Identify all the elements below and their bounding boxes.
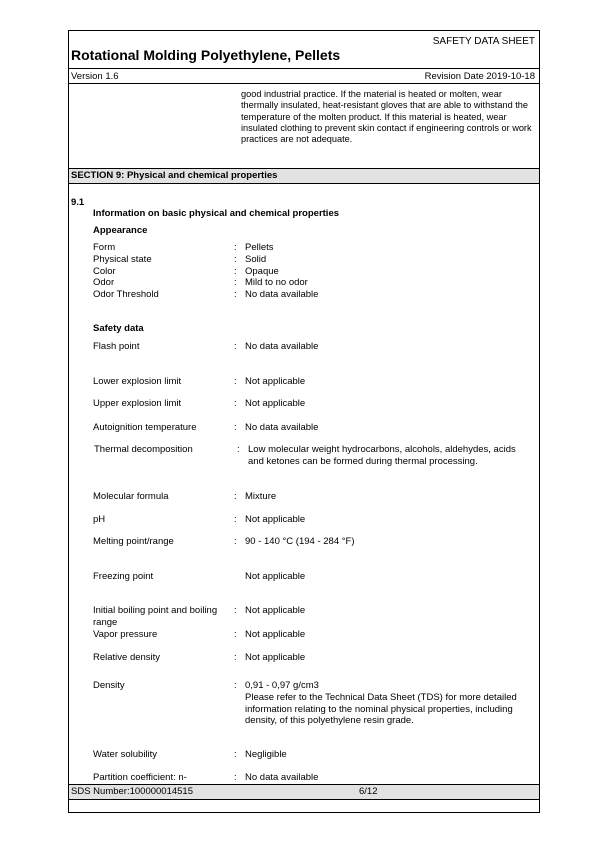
intro-paragraph: good industrial practice. If the material is heated or molten, wear thermally insulated, heat-resistant gloves that are able to withstand the temperature of the molten product. If this material is heated, wear insulated clothing to prevent skin contact if engineering controls or work practices are not adequate.	[241, 89, 532, 145]
property-value: 90 - 140 °C (194 - 284 °F)	[245, 536, 355, 547]
property-label: Odor	[93, 277, 115, 288]
revision-date: Revision Date 2019-10-18	[424, 71, 535, 82]
appearance-heading: Appearance	[93, 225, 148, 236]
property-colon: :	[234, 266, 237, 277]
subsection-title: Information on basic physical and chemical properties	[93, 208, 340, 219]
property-label: Upper explosion limit	[93, 398, 182, 409]
header-bottom-divider	[69, 83, 539, 84]
property-value: Mixture	[245, 491, 277, 502]
property-colon: :	[234, 398, 237, 409]
property-label: Relative density	[93, 652, 161, 663]
property-value: Not applicable	[245, 376, 306, 387]
property-value: Not applicable	[245, 652, 306, 663]
property-label: Flash point	[93, 341, 140, 352]
property-label: Autoignition temperature	[93, 422, 197, 433]
product-title: Rotational Molding Polyethylene, Pellets	[71, 47, 341, 63]
property-colon: :	[234, 514, 237, 525]
property-value: No data available	[245, 772, 319, 783]
property-colon: :	[234, 536, 237, 547]
property-value: Mild to no odor	[245, 277, 308, 288]
section-title: SECTION 9: Physical and chemical properties	[71, 170, 278, 181]
property-label: Density	[93, 680, 125, 691]
property-label: Freezing point	[93, 571, 154, 582]
property-label: Odor Threshold	[93, 289, 159, 300]
property-colon: :	[234, 491, 237, 502]
property-value: No data available	[245, 341, 319, 352]
property-colon: :	[234, 680, 237, 691]
safety-data-heading: Safety data	[93, 323, 144, 334]
property-value: 0,91 - 0,97 g/cm3	[245, 680, 319, 691]
property-value: No data available	[245, 422, 319, 433]
property-label: pH	[93, 514, 106, 525]
property-label: Molecular formula	[93, 491, 169, 502]
property-label: Partition coefficient: n-	[93, 772, 187, 783]
property-label: Thermal decomposition	[94, 444, 193, 455]
property-label: Melting point/range	[93, 536, 174, 547]
property-label: Color	[93, 266, 116, 277]
property-value: Not applicable	[245, 398, 306, 409]
property-colon: :	[234, 277, 237, 288]
density-note: Please refer to the Technical Data Sheet (TDS) for more detailed information relating to the nominal physical properties, including density, of this polyethylene resin grade.	[245, 692, 517, 726]
property-label: Water solubility	[93, 749, 158, 760]
property-value: Not applicable	[245, 605, 306, 616]
property-value: No data available	[245, 289, 319, 300]
property-colon: :	[234, 749, 237, 760]
property-value: Low molecular weight hydrocarbons, alcohols, aldehydes, acids and ketones can be formed during thermal processing.	[248, 444, 516, 467]
property-label: Physical state	[93, 254, 152, 265]
header-divider	[69, 68, 539, 69]
property-colon: :	[234, 242, 237, 253]
property-label: Form	[93, 242, 116, 253]
property-value: Negligible	[245, 749, 287, 760]
property-colon: :	[234, 376, 237, 387]
property-colon: :	[234, 605, 237, 616]
section-header	[69, 168, 539, 184]
property-colon: :	[234, 254, 237, 265]
version-label: Version 1.6	[71, 71, 119, 82]
property-colon: :	[234, 652, 237, 663]
property-label: Lower explosion limit	[93, 376, 182, 387]
property-value: Not applicable	[245, 629, 306, 640]
property-label: Vapor pressure	[93, 629, 158, 640]
document-page	[68, 30, 540, 813]
property-value: Solid	[245, 254, 267, 265]
property-colon: :	[234, 341, 237, 352]
property-label: Initial boiling point and boiling range	[93, 605, 218, 628]
property-colon: :	[234, 289, 237, 300]
page-footer	[69, 784, 539, 800]
page-number: 6/12	[359, 786, 378, 797]
property-colon: :	[234, 629, 237, 640]
property-value: Not applicable	[245, 514, 306, 525]
property-colon: :	[234, 422, 237, 433]
sds-number: SDS Number:100000014515	[71, 786, 194, 797]
property-value: Pellets	[245, 242, 274, 253]
document-type: SAFETY DATA SHEET	[432, 36, 535, 47]
property-colon: :	[237, 444, 240, 455]
property-colon: :	[234, 772, 237, 783]
property-value: Opaque	[245, 266, 279, 277]
property-value: Not applicable	[245, 571, 306, 582]
subsection-number: 9.1	[71, 197, 85, 208]
